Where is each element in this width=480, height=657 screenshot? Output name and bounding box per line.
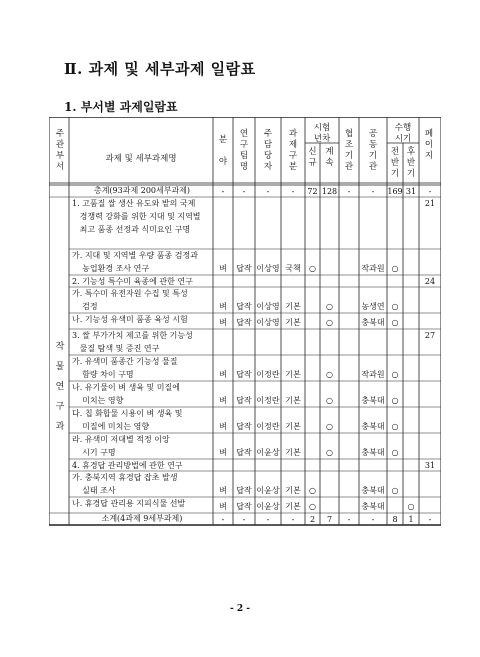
table-row xyxy=(49,497,441,513)
cell-kind: 기본 xyxy=(285,486,301,495)
cell-team: 답작 xyxy=(236,302,252,311)
cell-first: ○ xyxy=(391,318,399,327)
header-cont: 계 속 xyxy=(325,147,334,168)
page-number: - 2 - xyxy=(230,604,250,614)
cell-coop: - xyxy=(347,187,351,196)
dept-label: 작 물 연 구 과 xyxy=(55,342,65,432)
cell-page: 27 xyxy=(424,331,436,340)
cell-joint: 농생연 xyxy=(361,302,385,311)
cell-field: - xyxy=(221,187,225,196)
cell-new: ○ xyxy=(309,502,316,511)
cell-joint: 작과원 xyxy=(361,264,385,273)
task-name: 라. 유색미 저대별 적정 이앙 시기 구명 xyxy=(72,435,170,457)
cell-cont: ○ xyxy=(326,448,333,457)
cell-second: 1 xyxy=(408,515,414,524)
cell-field: 벼 xyxy=(219,370,227,379)
header-coop: 협 조 기 관 xyxy=(344,129,354,172)
cell-kind: 기본 xyxy=(285,422,301,431)
cell-lead: 이정란 xyxy=(256,370,280,379)
cell-new: 2 xyxy=(309,515,316,524)
cell-team: 답작 xyxy=(236,396,252,405)
cell-lead: 이상영 xyxy=(256,302,280,311)
cell-field: 벼 xyxy=(219,264,227,273)
header-second: 후 반 기 xyxy=(406,147,416,179)
task-name: 나. 기능성 유색미 품종 육성 시험 xyxy=(72,315,188,324)
table-row xyxy=(49,287,441,313)
task-name: 나. 휴경답 관리용 지피식물 선발 xyxy=(72,499,186,508)
header-page: 페 이 지 xyxy=(424,129,434,161)
cell-kind: 기본 xyxy=(285,502,301,511)
cell-kind: - xyxy=(291,515,295,524)
cell-field: 벼 xyxy=(219,302,227,311)
task-name: 가. 지대 및 지역별 우량 품종 검정과 농업환경 조사 연구 xyxy=(72,251,198,273)
cell-field: 벼 xyxy=(219,502,227,511)
cell-lead: 이정란 xyxy=(256,422,280,431)
cell-cont: ○ xyxy=(326,396,333,405)
cell-kind: 기본 xyxy=(285,370,301,379)
cell-cont: ○ xyxy=(326,370,333,379)
cell-joint: 충북대 xyxy=(361,318,385,327)
cell-page: - xyxy=(428,187,432,196)
cell-first: ○ xyxy=(391,302,399,311)
cell-team: - xyxy=(242,515,246,524)
header-field: 분 야 xyxy=(218,135,228,167)
table-row xyxy=(49,459,441,471)
table-row xyxy=(49,185,441,197)
cell-team: 답작 xyxy=(236,370,252,379)
cell-kind: 기본 xyxy=(285,448,301,457)
cell-cont: ○ xyxy=(326,302,333,311)
cell-page: 21 xyxy=(424,199,436,208)
cell-team: 답작 xyxy=(236,422,252,431)
cell-field: 벼 xyxy=(219,396,227,405)
task-name: 1. 고품질 쌀 생산 유도와 밭의 국제 경쟁력 강화를 위한 지대 및 지역별 최고 품종 선정과 식미요인 구명 xyxy=(72,199,201,234)
cell-first: ○ xyxy=(391,396,399,405)
header-team: 연 구 팀 명 xyxy=(239,129,249,172)
table-row xyxy=(49,355,441,381)
cell-page: 24 xyxy=(424,277,436,286)
cell-field: 벼 xyxy=(219,486,227,495)
cell-kind: 국책 xyxy=(285,264,301,273)
table-row xyxy=(49,249,441,275)
cell-first: 169 xyxy=(387,187,403,196)
cell-new: 72 xyxy=(307,187,318,196)
cell-lead: 이정란 xyxy=(256,396,280,405)
cell-kind: 기본 xyxy=(285,318,301,327)
cell-lead: - xyxy=(266,515,270,524)
cell-joint: 충북대 xyxy=(361,422,385,431)
cell-new: ○ xyxy=(309,486,316,495)
cell-team: - xyxy=(242,187,246,196)
cell-cont: 7 xyxy=(326,515,333,524)
task-name: 가. 충북지역 휴경답 잡초 발생 실태 조사 xyxy=(72,473,178,495)
cell-joint: - xyxy=(371,187,375,196)
cell-joint: 충북대 xyxy=(361,486,385,495)
cell-team: 답작 xyxy=(236,264,252,273)
task-name: 다. 칩 화합물 시용이 벼 생육 및 미질에 미치는 영향 xyxy=(72,409,183,431)
task-name: 2. 기능성 특수미 육종에 관한 연구 xyxy=(72,277,193,286)
cell-first: ○ xyxy=(391,486,399,495)
header-dept: 주 관 부 서 xyxy=(55,129,65,172)
task-name: 가. 특수미 유전자원 수집 및 특성 검정 xyxy=(72,289,188,311)
task-name: 가. 유색미 품종간 기능성 물질 함량 차이 구명 xyxy=(72,357,178,379)
task-name: 나. 유기물이 벼 생육 및 미질에 미치는 영향 xyxy=(72,383,180,405)
header-first: 전 반 기 xyxy=(390,147,400,179)
cell-cont: 128 xyxy=(321,187,338,196)
cell-joint: 충북대 xyxy=(361,396,385,405)
cell-field: - xyxy=(221,515,225,524)
cell-joint: 충북대 xyxy=(361,502,385,511)
cell-first: ○ xyxy=(391,264,399,273)
cell-page: 31 xyxy=(424,461,436,470)
table-row xyxy=(49,275,441,287)
cell-joint: 충북대 xyxy=(361,448,385,457)
table-row xyxy=(49,381,441,407)
header-name: 과제 및 세부과제명 xyxy=(105,154,177,164)
cell-kind: 기본 xyxy=(285,302,301,311)
cell-lead: 이윤상 xyxy=(256,448,280,457)
cell-lead: 이상영 xyxy=(256,318,280,327)
cell-cont: ○ xyxy=(326,318,333,327)
table-row xyxy=(49,329,441,355)
header-lead: 주 담 당 자 xyxy=(263,129,273,172)
table-row xyxy=(49,313,441,329)
cell-coop: - xyxy=(347,515,351,524)
cell-second: 31 xyxy=(405,187,417,196)
table-row xyxy=(49,471,441,497)
table-row xyxy=(49,433,441,459)
cell-first: 8 xyxy=(392,515,398,524)
header-kind: 과 제 구 분 xyxy=(288,129,298,172)
cell-kind: - xyxy=(291,187,295,196)
task-name: 총계(93과제 200세부과제) xyxy=(93,186,191,195)
cell-team: 답작 xyxy=(236,448,252,457)
cell-new: ○ xyxy=(309,264,316,273)
header-new: 신 규 xyxy=(308,147,317,168)
cell-first: ○ xyxy=(391,422,399,431)
task-name: 4. 휴경답 관리방법에 관한 연구 xyxy=(72,461,183,470)
task-name: 소계(4과제 9세부과제) xyxy=(101,514,183,523)
cell-team: 답작 xyxy=(236,502,252,511)
cell-team: 답작 xyxy=(236,486,252,495)
cell-team: 답작 xyxy=(236,318,252,327)
header-year: 시험 년차 xyxy=(313,123,331,144)
cell-joint: - xyxy=(371,515,375,524)
cell-lead: - xyxy=(266,187,270,196)
cell-joint: 작과원 xyxy=(361,370,385,379)
cell-first: ○ xyxy=(391,370,399,379)
subsection-heading: 1. 부서별 과제일람표 xyxy=(64,100,178,114)
cell-field: 벼 xyxy=(219,448,227,457)
cell-kind: 기본 xyxy=(285,396,301,405)
task-name: 3. 쌀 부가가치 제고를 위한 기능성 물질 탐색 및 증진 연구 xyxy=(72,331,193,353)
cell-lead: 이윤상 xyxy=(256,502,280,511)
table-row xyxy=(49,407,441,433)
cell-second: ○ xyxy=(407,502,415,511)
header-period: 수행 시기 xyxy=(394,123,412,144)
cell-lead: 이윤상 xyxy=(256,486,280,495)
table-row xyxy=(49,513,441,525)
task-table xyxy=(49,117,441,581)
cell-lead: 이상영 xyxy=(256,264,280,273)
cell-cont: ○ xyxy=(326,422,333,431)
cell-field: 벼 xyxy=(219,422,227,431)
section-heading: Ⅱ. 과제 및 세부과제 일람표 xyxy=(64,60,256,78)
cell-first: ○ xyxy=(391,448,399,457)
header-joint: 공 동 기 관 xyxy=(368,129,378,172)
table-row xyxy=(49,197,441,249)
cell-field: 벼 xyxy=(219,318,227,327)
cell-page: - xyxy=(428,515,432,524)
